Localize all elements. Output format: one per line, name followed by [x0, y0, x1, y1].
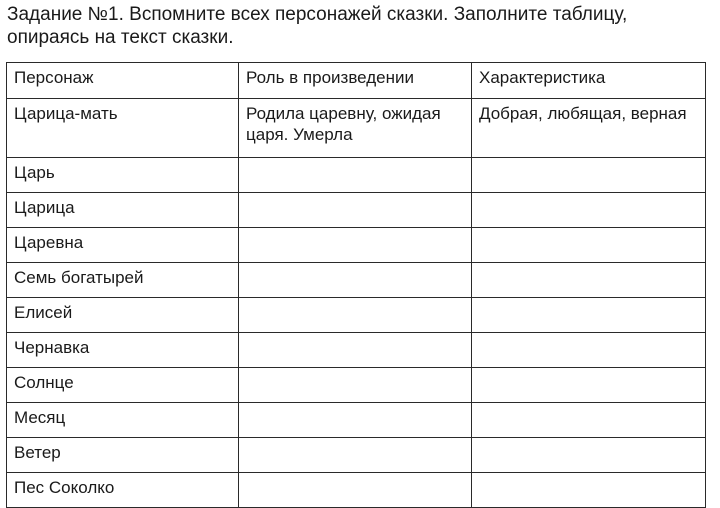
table-row [7, 193, 706, 228]
role-cell[interactable] [239, 438, 472, 473]
header-row [7, 63, 706, 99]
character-cell: Пес Соколко [7, 473, 239, 508]
characteristic-cell[interactable] [472, 368, 706, 403]
characteristic-cell[interactable] [472, 193, 706, 228]
character-cell: Ветер [7, 438, 239, 473]
role-cell[interactable] [239, 263, 472, 298]
header-characteristic: Характеристика [472, 63, 706, 99]
character-cell: Царица-мать [7, 99, 239, 158]
role-cell[interactable] [239, 228, 472, 263]
role-cell[interactable] [239, 158, 472, 193]
role-cell[interactable] [239, 193, 472, 228]
role-cell[interactable] [239, 368, 472, 403]
table-row [7, 438, 706, 473]
character-cell: Елисей [7, 298, 239, 333]
table-row [7, 228, 706, 263]
character-cell: Чернавка [7, 333, 239, 368]
role-cell[interactable] [239, 473, 472, 508]
characteristic-cell[interactable] [472, 228, 706, 263]
character-cell: Месяц [7, 403, 239, 438]
characteristic-cell[interactable]: Добрая, любящая, верная [472, 99, 706, 158]
character-cell: Царь [7, 158, 239, 193]
table-row [7, 333, 706, 368]
task-heading-line-1: Задание №1. Вспомните всех персонажей сказки. Заполните таблицу, [7, 4, 628, 25]
task-heading [7, 3, 707, 49]
table-row [7, 263, 706, 298]
characteristic-cell[interactable] [472, 438, 706, 473]
character-cell: Семь богатырей [7, 263, 239, 298]
header-character: Персонаж [7, 63, 239, 99]
table-row [7, 158, 706, 193]
header-role: Роль в произведении [239, 63, 472, 99]
character-cell: Солнце [7, 368, 239, 403]
characteristic-cell[interactable] [472, 263, 706, 298]
role-cell[interactable] [239, 298, 472, 333]
table-body [7, 99, 706, 508]
task-heading-line-2: опираясь на текст сказки. [7, 27, 234, 48]
characters-table [6, 62, 706, 508]
table-row [7, 473, 706, 508]
role-cell[interactable] [239, 333, 472, 368]
character-cell: Царевна [7, 228, 239, 263]
characteristic-cell[interactable] [472, 158, 706, 193]
characteristic-cell[interactable] [472, 298, 706, 333]
characteristic-cell[interactable] [472, 333, 706, 368]
characteristic-cell[interactable] [472, 473, 706, 508]
table-header [7, 63, 706, 99]
role-cell[interactable] [239, 403, 472, 438]
role-cell[interactable]: Родила царевну, ожидая царя. Умерла [239, 99, 472, 158]
table-row [7, 368, 706, 403]
table-row [7, 298, 706, 333]
table-row [7, 99, 706, 158]
table-row [7, 403, 706, 438]
character-cell: Царица [7, 193, 239, 228]
characteristic-cell[interactable] [472, 403, 706, 438]
